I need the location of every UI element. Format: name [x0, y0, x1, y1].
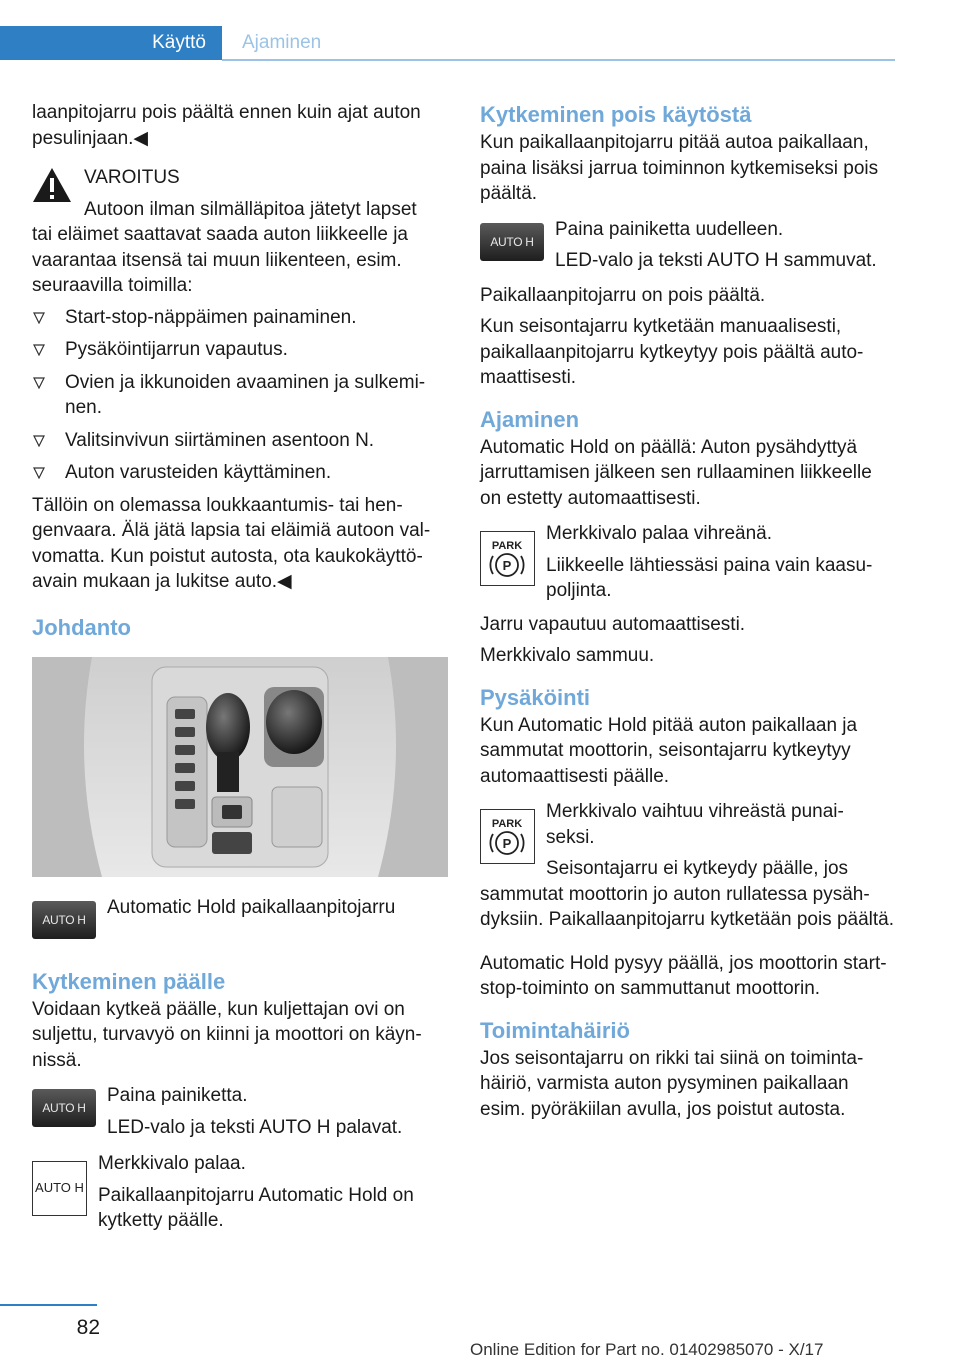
step-text: Paina painiketta uudelleen.: [555, 218, 784, 240]
warning-title: VAROITUS: [84, 167, 180, 188]
kytkeminen-text: Voidaan kytkeä päälle, kun kuljettajan ovi on suljettu, turvavyö on kiinni ja moottori on käyn- nissä.: [32, 998, 422, 1071]
list-item: Ovien ja ikkunoiden avaaminen ja sulkemi- nen.: [32, 370, 448, 421]
subsection-tab[interactable]: Ajaminen: [242, 32, 322, 53]
svg-text:P: P: [502, 836, 512, 851]
warning-text: tai eläimet saattavat saada auton liikkeelle ja vaarantaa itsensä tai muun liikenteen, esim. seuraavilla toimilla:: [32, 224, 409, 296]
ajaminen-lamp-row: [480, 521, 896, 604]
park-indicator-icon: [480, 531, 535, 586]
pysakointi-text: Kun Automatic Hold pitää auton paikallaan ja sammutat moottorin, seisontajarru kytkeytyy automaattisesti päälle.: [480, 714, 858, 787]
triangle-bullet-icon: [33, 312, 45, 324]
list-item: Valitsinvivun siirtäminen asentoon N.: [32, 428, 448, 454]
pois-heading: Kytkeminen pois käytöstä: [480, 102, 752, 127]
johdanto-heading: Johdanto: [32, 614, 131, 640]
header-rule: [222, 59, 895, 61]
left-column: [32, 100, 448, 1242]
step-text: Paina painiketta.: [107, 1085, 248, 1106]
right-column: [480, 100, 896, 1128]
toimintahairio-heading: Toimintahäiriö: [480, 1017, 630, 1043]
ajaminen-p2: Merkkivalo sammuu.: [480, 645, 655, 666]
lamp-text: Seisontajarru ei kytkeydy päälle, jos: [546, 858, 849, 879]
lamp-text: Merkkivalo palaa vihreänä.: [546, 523, 773, 544]
triangle-bullet-icon: [33, 377, 45, 389]
pois-p1: Paikallaanpitojarru on pois päältä.: [480, 284, 766, 306]
warning-outro: Tällöin on olemassa loukkaantumis- tai hen- genvaara. Älä jätä lapsia tai eläimiä autoon val- vomatta. Kun poistut autosta, ota kaukokäyttö- avain mukaan ja lukitse auto.◀: [32, 494, 431, 592]
header-bar: [0, 26, 895, 62]
auto-h-indicator-icon: AUTO H: [32, 1161, 87, 1216]
toimintahairio-text: Jos seisontajarru on rikki tai siinä on toiminta- häiriö, varmista auton pysyminen paikallaan esim. pyöräkiilan avulla, jos poistut autosta.: [480, 1047, 864, 1120]
svg-text:PARK: PARK: [491, 540, 523, 552]
edition-text: Online Edition for Part no. 01402985070 - X/17: [470, 1340, 824, 1359]
pysakointi-lamp-row: [480, 799, 896, 882]
photo-caption: Automatic Hold paikallaanpitojarru: [107, 896, 396, 918]
warning-list: [32, 305, 448, 486]
lamp-text: Merkkivalo vaihtuu vihreästä punai- seksi.: [546, 801, 844, 848]
triangle-bullet-icon: [33, 467, 45, 479]
step-text: LED-valo ja teksti AUTO H palavat.: [107, 1116, 403, 1138]
kytkeminen-step-row: [32, 1083, 448, 1141]
svg-text:P: P: [502, 558, 512, 573]
lamp-text: Paikallaanpitojarru Automatic Hold on kytketty päälle.: [98, 1184, 414, 1231]
warning-triangle-icon: [32, 167, 72, 203]
warning-block: [32, 165, 448, 595]
triangle-bullet-icon: [33, 344, 45, 356]
lamp-text: Liikkeelle lähtiessäsi paina vain kaasu- poljinta.: [546, 554, 873, 601]
page-number: 82: [76, 1316, 100, 1339]
pois-p2: Kun seisontajarru kytketään manuaalisesti, paikallaanpitojarru kytkeytyy pois päältä auto- maattisesti.: [480, 316, 864, 388]
ajaminen-p1: Jarru vapautuu automaattisesti.: [480, 613, 746, 635]
ajaminen-text: Automatic Hold on päällä: Auton pysähdyttyä jarruttamisen jälkeen sen rullaaminen liikkeelle on estetty automaattisesti.: [480, 436, 872, 509]
intro-text: laanpitojarru pois päältä ennen kuin ajat auton pesulinjaan.◀: [32, 102, 421, 149]
auto-h-button-icon: AUTO H: [480, 223, 544, 261]
footer-rule: [0, 1304, 97, 1306]
list-item: Pysäköintijarrun vapautus.: [32, 337, 448, 363]
autoh-caption-row: [32, 895, 448, 953]
list-item: Auton varusteiden käyttäminen.: [32, 460, 448, 486]
kytkeminen-heading: Kytkeminen päälle: [32, 968, 226, 994]
pois-text: Kun paikallaanpitojarru pitää autoa paikallaan, paina lisäksi jarrua toiminnon kytkemiseksi pois päältä.: [480, 132, 879, 204]
section-tab[interactable]: Käyttö: [0, 26, 222, 60]
triangle-bullet-icon: [33, 435, 45, 447]
pois-step-row: [480, 217, 896, 275]
list-item: Start-stop-näppäimen painaminen.: [32, 305, 448, 331]
warning-first-line: Autoon ilman silmälläpitoa jätetyt lapset: [84, 198, 417, 220]
pysakointi-l2-rest: sammutat moottorin jo auton rullatessa pysäh- dyksiin. Paikallaanpitojarru kytketään pois päältä.: [480, 883, 895, 930]
svg-text:PARK: PARK: [491, 818, 523, 830]
pysakointi-heading: Pysäköinti: [480, 684, 591, 710]
kytkeminen-lamp-row: [32, 1151, 448, 1234]
auto-h-button-icon: AUTO H: [32, 1089, 96, 1127]
console-photo: [32, 657, 448, 877]
park-indicator-icon: [480, 809, 535, 864]
lamp-text: Merkkivalo palaa.: [98, 1153, 246, 1174]
pysakointi-p1: Automatic Hold pysyy päällä, jos moottorin start-stop-toiminto on sammuttanut moottorin.: [480, 952, 887, 999]
auto-h-button-icon: AUTO H: [32, 901, 96, 939]
ajaminen-heading: Ajaminen: [480, 406, 580, 432]
step-text: LED-valo ja teksti AUTO H sammuvat.: [555, 250, 877, 271]
